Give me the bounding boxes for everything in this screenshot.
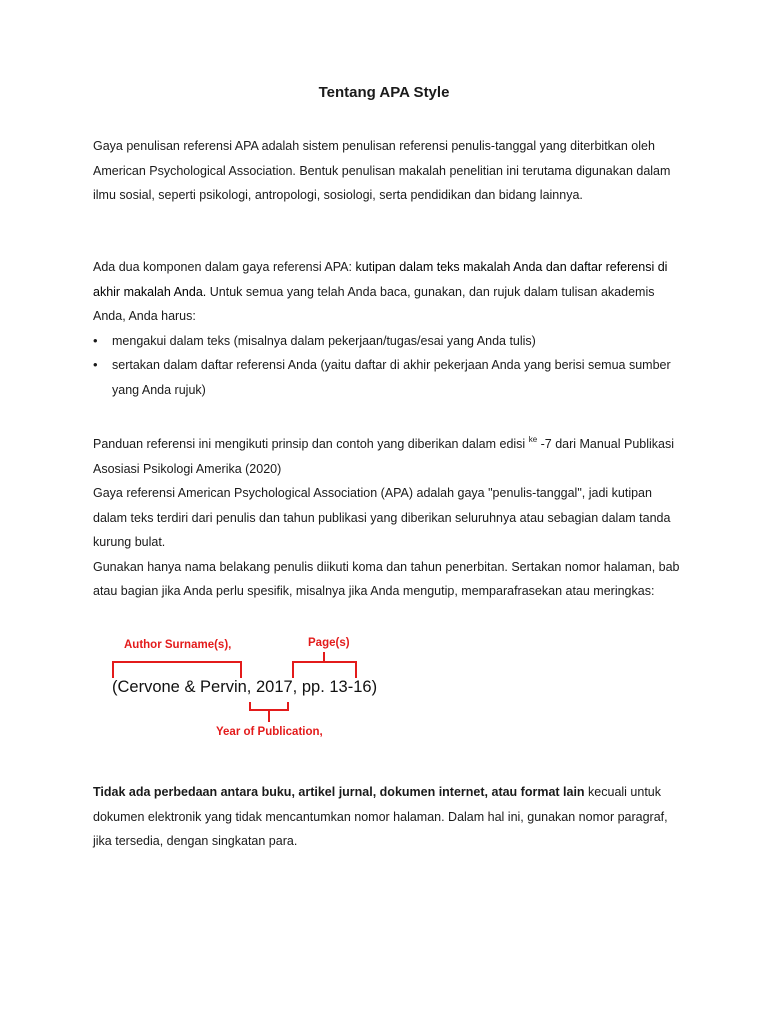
page-label: Page(s) bbox=[308, 637, 350, 649]
paragraph-components-text bbox=[93, 255, 683, 329]
no-difference-rest: kecuali untuk dokumen elektronik yang tidak mencantumkan nomor halaman. Dalam hal ini, gunakan nomor paragraf, jika tersedia, dengan singkatan para. bbox=[93, 785, 668, 848]
requirements-list bbox=[93, 329, 683, 403]
paragraph-no-difference-text bbox=[93, 780, 683, 854]
components-emphasis: kutipan dalam teks makalah Anda dan daftar referensi di akhir makalah Anda. bbox=[93, 260, 668, 299]
paragraph-guide bbox=[93, 428, 683, 604]
paragraph-intro-text: Gaya penulisan referensi APA adalah sistem penulisan referensi penulis-tanggal yang diterbitkan oleh American Psychological Association. Bentuk penulisan makalah penelitian ini terutama digunakan dalam ilmu sosial, seperti psikologi, antropologi, sosiologi, serta pendidikan dan bidang lainnya. bbox=[93, 139, 671, 202]
page-bracket bbox=[293, 662, 356, 678]
guide-before-sup: Panduan referensi ini mengikuti prinsip dan contoh yang diberikan dalam edisi bbox=[93, 437, 529, 451]
list-item: • mengakui dalam teks (misalnya dalam pekerjaan/tugas/esai yang Anda tulis) bbox=[93, 329, 683, 354]
paragraph-apa-style: Gaya referensi American Psychological Association (APA) adalah gaya "penulis-tanggal", jadi kutipan dalam teks terdiri dari penulis dan tahun publikasi yang diberikan seluruhnya atau sebagian dalam tanda kurung bulat. bbox=[93, 486, 671, 549]
paragraph-intro bbox=[93, 134, 683, 208]
author-surname-label: Author Surname(s), bbox=[124, 639, 232, 651]
no-difference-emphasis: Tidak ada perbedaan antara buku, artikel jurnal, dokumen internet, atau format lain bbox=[93, 785, 585, 799]
citation-example-figure bbox=[108, 632, 378, 744]
year-of-publication-label: Year of Publication, bbox=[216, 726, 323, 738]
paragraph-components bbox=[93, 255, 683, 402]
paragraph-no-difference bbox=[93, 780, 683, 854]
page-title: Tentang APA Style bbox=[318, 84, 450, 101]
guide-after-sup: -7 dari Manual Publikasi Asosiasi Psikologi Amerika (2020) bbox=[93, 437, 675, 476]
author-bracket bbox=[113, 662, 241, 678]
paragraph-guide-text bbox=[93, 428, 683, 481]
year-bracket bbox=[250, 702, 288, 710]
paragraph-usage: Gunakan hanya nama belakang penulis diikuti koma dan tahun penerbitan. Sertakan nomor halaman, bab atau bagian jika Anda perlu spesifik, misalnya jika Anda mengutip, memparafrasekan atau meringkas: bbox=[93, 559, 680, 598]
guide-superscript: ke bbox=[528, 435, 538, 444]
components-rest: Untuk semua yang telah Anda baca, gunakan, dan rujuk dalam tulisan akademis Anda, Anda harus: bbox=[93, 284, 655, 323]
citation-example: (Cervone & Pervin, 2017, pp. 13-16) bbox=[112, 678, 378, 696]
list-item: • sertakan dalam daftar referensi Anda (yaitu daftar di akhir pekerjaan Anda yang berisi semua sumber yang Anda rujuk) bbox=[93, 353, 683, 402]
components-lead: Ada dua komponen dalam gaya referensi APA: bbox=[93, 260, 356, 274]
